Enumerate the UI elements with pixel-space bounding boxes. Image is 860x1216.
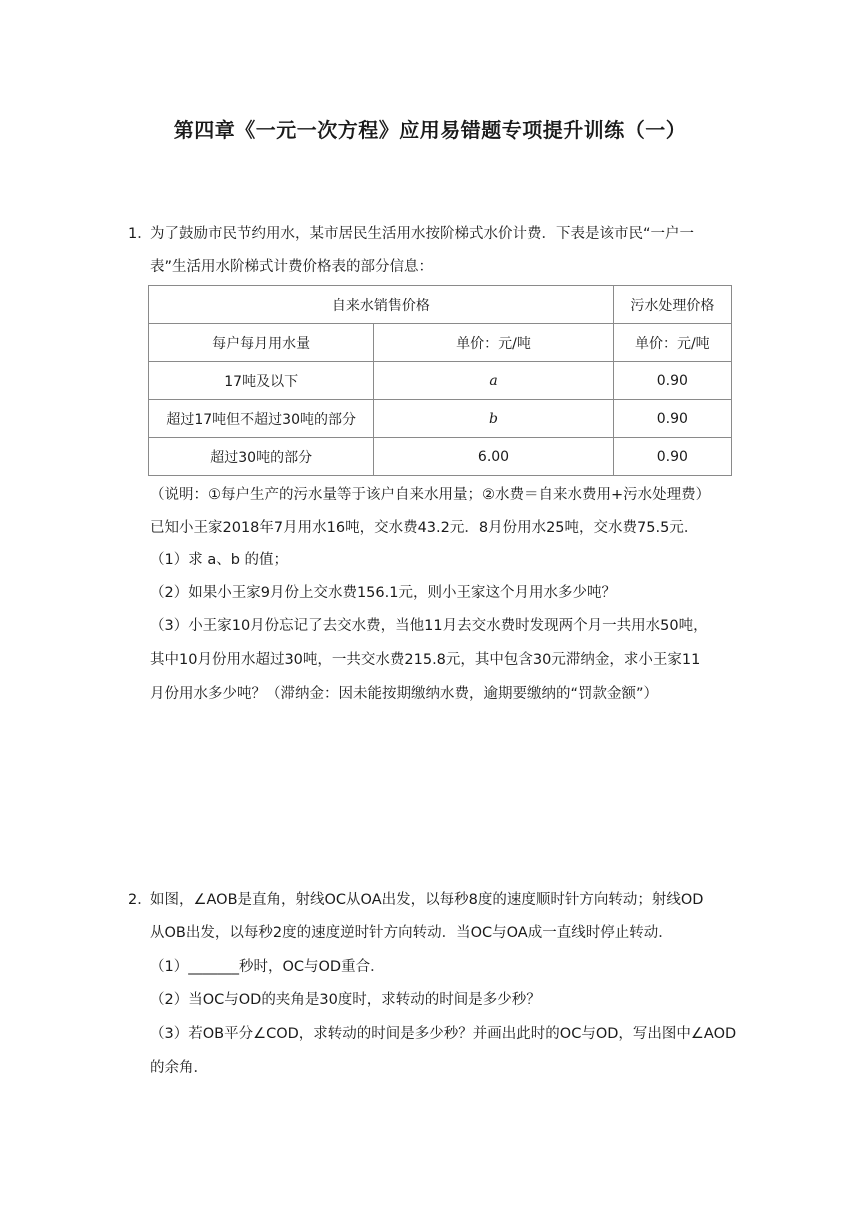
question-1-note: （说明：①每户生产的污水量等于该户自来水用量；②水费＝自来水费用+污水处理费）: [150, 487, 711, 503]
water-price-table: [148, 285, 732, 476]
table-cell-usage: 17吨及以下: [149, 362, 374, 400]
question-2-part-1: （1）_______秒时，OC与OD重合．: [150, 959, 385, 975]
question-1-part-3-line-2: 其中10月份用水超过30吨，一共交水费215.8元，其中包含30元滞纳金，求小王家11: [150, 652, 701, 668]
page-title: 第四章《一元一次方程》应用易错题专项提升训练（一）: [173, 118, 687, 142]
table-header-sewage: 污水处理价格: [613, 286, 731, 324]
table-row: [149, 362, 732, 400]
table-cell-supply: a: [374, 362, 613, 400]
question-1-known: 已知小王家2018年7月用水16吨，交水费43.2元．8月份用水25吨，交水费75.5元．: [150, 520, 699, 536]
question-2-part-3-line-2: 的余角．: [150, 1060, 208, 1076]
table-row: [149, 400, 732, 438]
table-cell-supply: b: [374, 400, 613, 438]
table-col-usage: 每户每月用水量: [149, 324, 374, 362]
table-cell-sewage: 0.90: [613, 438, 731, 476]
question-1-part-2: （2）如果小王家9月份上交水费156.1元，则小王家这个月用水多少吨？: [150, 585, 616, 601]
table-cell-supply: 6.00: [374, 438, 613, 476]
question-1-part-3-line-3: 月份用水多少吨？（滞纳金：因未能按期缴纳水费，逾期要缴纳的“罚款金额”）: [150, 686, 659, 702]
table-row: [149, 438, 732, 476]
table-cell-sewage: 0.90: [613, 362, 731, 400]
question-1-part-3-line-1: （3）小王家10月份忘记了去交水费，当他11月去交水费时发现两个月一共用水50吨，: [150, 618, 708, 634]
table-header-supply: 自来水销售价格: [149, 286, 614, 324]
question-2-line-1: 如图，∠AOB是直角，射线OC从OA出发，以每秒8度的速度顺时针方向转动；射线OD: [150, 892, 704, 908]
question-1-intro-line-2: 表”生活用水阶梯式计费价格表的部分信息：: [150, 259, 434, 275]
question-2-part-2: （2）当OC与OD的夹角是30度时，求转动的时间是多少秒？: [150, 992, 541, 1008]
question-2-line-2: 从OB出发，以每秒2度的速度逆时针方向转动．当OC与OA成一直线时停止转动．: [150, 925, 673, 941]
table-cell-usage: 超过17吨但不超过30吨的部分: [149, 400, 374, 438]
table-col-unit-sewage: 单价：元/吨: [613, 324, 731, 362]
question-2-part-3-line-1: （3）若OB平分∠COD，求转动的时间是多少秒？并画出此时的OC与OD，写出图中∠AOD: [150, 1026, 737, 1042]
question-1-number: 1．: [128, 226, 152, 242]
question-2-number: 2．: [128, 892, 152, 908]
table-col-unit-supply: 单价：元/吨: [374, 324, 613, 362]
table-cell-sewage: 0.90: [613, 400, 731, 438]
question-1-part-1: （1）求 a、b 的值；: [150, 552, 289, 568]
table-cell-usage: 超过30吨的部分: [149, 438, 374, 476]
question-1-intro-line-1: 为了鼓励市民节约用水，某市居民生活用水按阶梯式水价计费．下表是该市民“一户一: [150, 226, 695, 242]
